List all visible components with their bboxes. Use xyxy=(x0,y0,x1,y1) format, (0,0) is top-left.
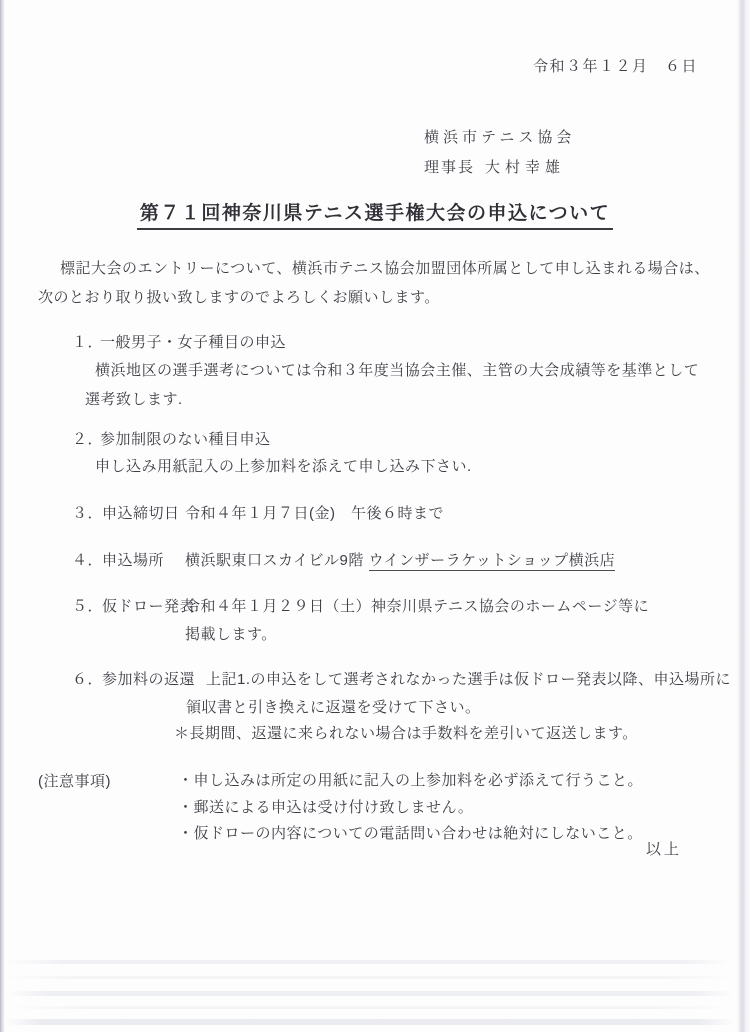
item-5-value: 令和４年１月２９日（土）神奈川県テニス協会のホームページ等に xyxy=(185,598,650,615)
item-6-number: ６． xyxy=(72,671,104,688)
item-2-line-1: 申し込み用紙記入の上参加料を添えて申し込み下さい. xyxy=(95,458,472,475)
item-3-number: ３． xyxy=(72,505,104,522)
item-3-value: 令和４年１月７日(金) 午後６時まで xyxy=(185,505,444,522)
scan-streak xyxy=(6,1006,734,1009)
item-1-number: １． xyxy=(72,334,104,351)
item-6-line-2: 領収書と引き換えに返還を受けて下さい。 xyxy=(186,699,481,716)
item-3-label: 申込締切日 xyxy=(102,505,180,522)
document-date: 令和３年１２月 ６日 xyxy=(533,58,699,75)
item-4-number: ４． xyxy=(72,552,104,569)
scan-streak xyxy=(6,1019,734,1025)
sender-organization: 横浜市テニス協会 xyxy=(424,129,576,146)
scan-streak xyxy=(6,991,734,996)
item-5-number: ５． xyxy=(72,598,104,615)
item-4-label: 申込場所 xyxy=(102,552,165,569)
scan-edge-right xyxy=(737,0,750,1032)
scan-edge-left xyxy=(0,0,5,1032)
item-2-number: ２． xyxy=(72,431,104,448)
item-1-heading: 一般男子・女子種目の申込 xyxy=(100,334,287,351)
notice-label: (注意事項) xyxy=(38,773,111,790)
item-6-label: 参加料の返還 xyxy=(102,671,196,688)
item-4-value-location: 横浜駅東口スカイビル9階 xyxy=(185,552,369,569)
intro-line-2: 次のとおり取り扱い致しますのでよろしくお願いします。 xyxy=(38,289,440,306)
item-6-value: 上記1.の申込をして選考されなかった選手は仮ドロー発表以降、申込場所に xyxy=(206,671,732,688)
sender-representative xyxy=(424,158,565,178)
item-5-label: 仮ドロー発表 xyxy=(102,598,196,615)
sender-title: 理事長 xyxy=(424,159,476,176)
item-5-line-2: 掲載します。 xyxy=(185,626,277,643)
scan-streak xyxy=(6,976,734,979)
closing-mark: 以上 xyxy=(646,841,683,858)
item-1-line-2: 選考致します. xyxy=(85,391,183,408)
item-2-heading: 参加制限のない種目申込 xyxy=(100,431,271,448)
document-title-text: 第７１回神奈川県テニス選手権大会の申込について xyxy=(137,198,613,230)
notice-bullet-2: ・郵送による申込は受け付け致しません。 xyxy=(178,799,474,816)
intro-line-1: 標記大会のエントリーについて、横浜市テニス協会加盟団体所属として申し込まれる場合は、 xyxy=(60,260,710,277)
notice-bullet-1: ・申し込みは所定の用紙に記入の上参加料を必ず添えて行うこと。 xyxy=(178,772,644,789)
item-6-note: ＊長期間、返還に来られない場合は手数料を差引いて返送します。 xyxy=(174,725,638,742)
notice-bullet-3: ・仮ドローの内容についての電話問い合わせは絶対にしないこと。 xyxy=(178,825,643,842)
sender-name: 大村幸雄 xyxy=(485,159,566,176)
item-4-value-shop-name: ウインザーラケットショップ横浜店 xyxy=(368,552,616,569)
scan-streak xyxy=(6,960,734,964)
item-4-value xyxy=(185,551,615,571)
item-1-line-1: 横浜地区の選手選考については令和３年度当協会主催、主管の大会成績等を基準として xyxy=(95,362,700,379)
document-title xyxy=(0,198,750,230)
